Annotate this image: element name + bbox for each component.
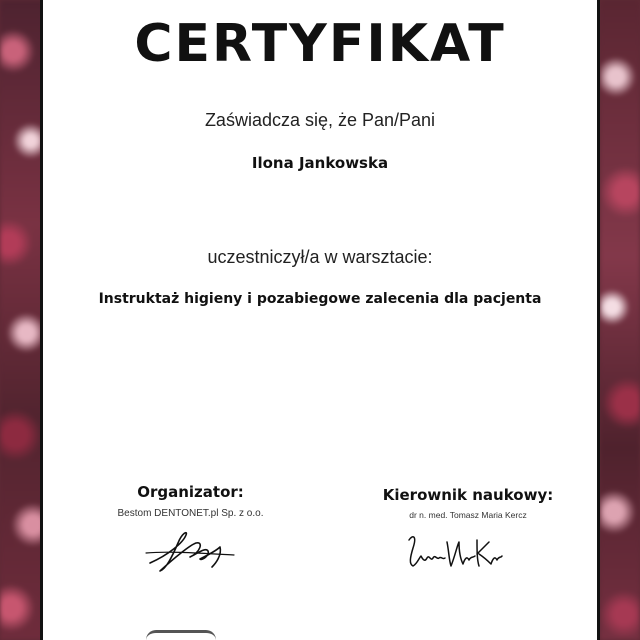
scientific-director-heading: Kierownik naukowy: [382,486,554,504]
certificate-title: CERTYFIKAT [134,14,506,74]
organizer-name: Bestom DENTONET.pl Sp. z o.o. [117,508,264,519]
participation-text: uczestniczył/a w warsztacie: [207,247,433,267]
floral-background-left [0,0,44,640]
organizer-signature-image [138,525,238,575]
scientific-director-signature-image [403,528,503,574]
certificate-paper [40,0,600,640]
floral-background-right [600,0,640,640]
organizer-heading: Organizator: [137,483,244,501]
organizer-signature-block [93,483,288,519]
participant-name: Ilona Jankowska [251,154,389,172]
attests-text: Zaświadcza się, że Pan/Pani [204,110,436,130]
scientific-director-signature-block [358,486,578,520]
workshop-title: Instruktaż higieny i pozabiegowe zalecenia dla pacjenta [98,291,542,307]
scientific-director-name: dr n. med. Tomasz Maria Kercz [409,510,527,520]
cut-off-bottom-element [141,630,221,640]
